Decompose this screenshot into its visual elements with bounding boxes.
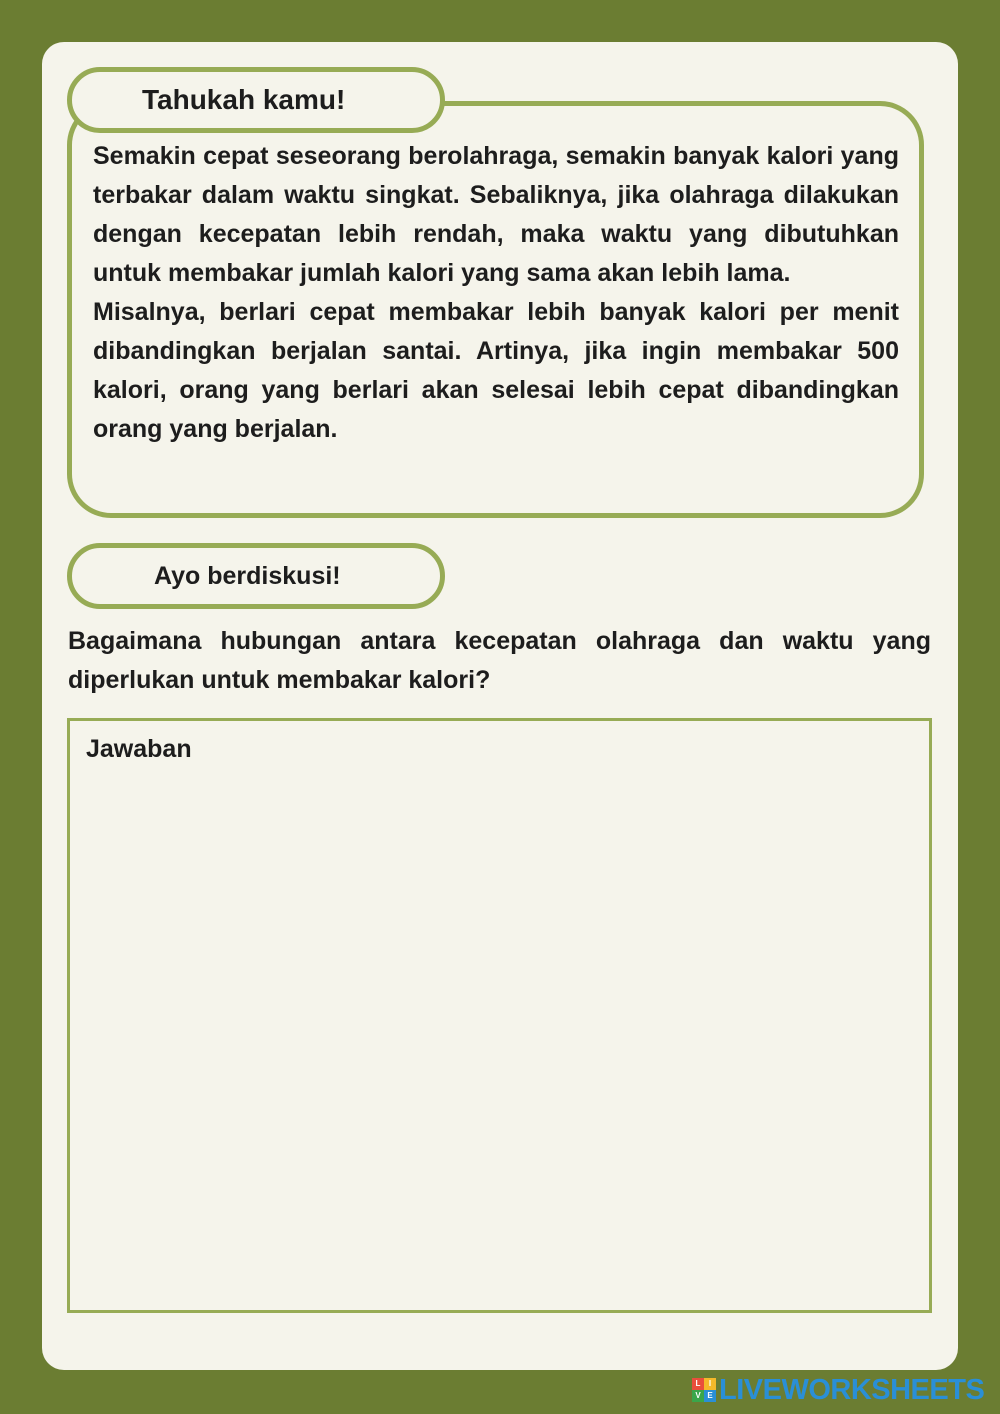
brand-name: LIVEWORKSHEETS [719,1373,985,1406]
info-paragraph-2: Misalnya, berlari cepat membakar lebih banyak kalori per menit dibandingkan berjalan santai. Artinya, jika ingin membakar 500 kalori, orang yang berlari akan selesai lebih cepat dibandingkan orang yang berjalan. [93,298,899,443]
info-title-pill [67,67,445,133]
logo-letter: I [704,1378,716,1390]
liveworksheets-brand[interactable] [692,1374,984,1406]
logo-letter: L [692,1378,704,1390]
logo-letter: V [692,1390,704,1402]
liveworksheets-logo-icon [692,1378,716,1402]
info-paragraph-1: Semakin cepat seseorang berolahraga, semakin banyak kalori yang terbakar dalam waktu singkat. Sebaliknya, jika olahraga dilakukan dengan kecepatan lebih rendah, maka waktu yang dibutuhkan untuk membakar jumlah kalori yang sama akan lebih lama. [93,142,899,287]
logo-letter: E [704,1390,716,1402]
info-title: Tahukah kamu! [142,84,346,115]
info-text [93,137,899,449]
discussion-title: Ayo berdiskusi! [154,562,341,590]
answer-label: Jawaban [86,735,192,763]
discussion-question: Bagaimana hubungan antara kecepatan olahraga dan waktu yang diperlukan untuk membakar kalori? [68,627,931,694]
answer-box[interactable] [67,718,932,1313]
discussion-title-pill [67,543,445,609]
